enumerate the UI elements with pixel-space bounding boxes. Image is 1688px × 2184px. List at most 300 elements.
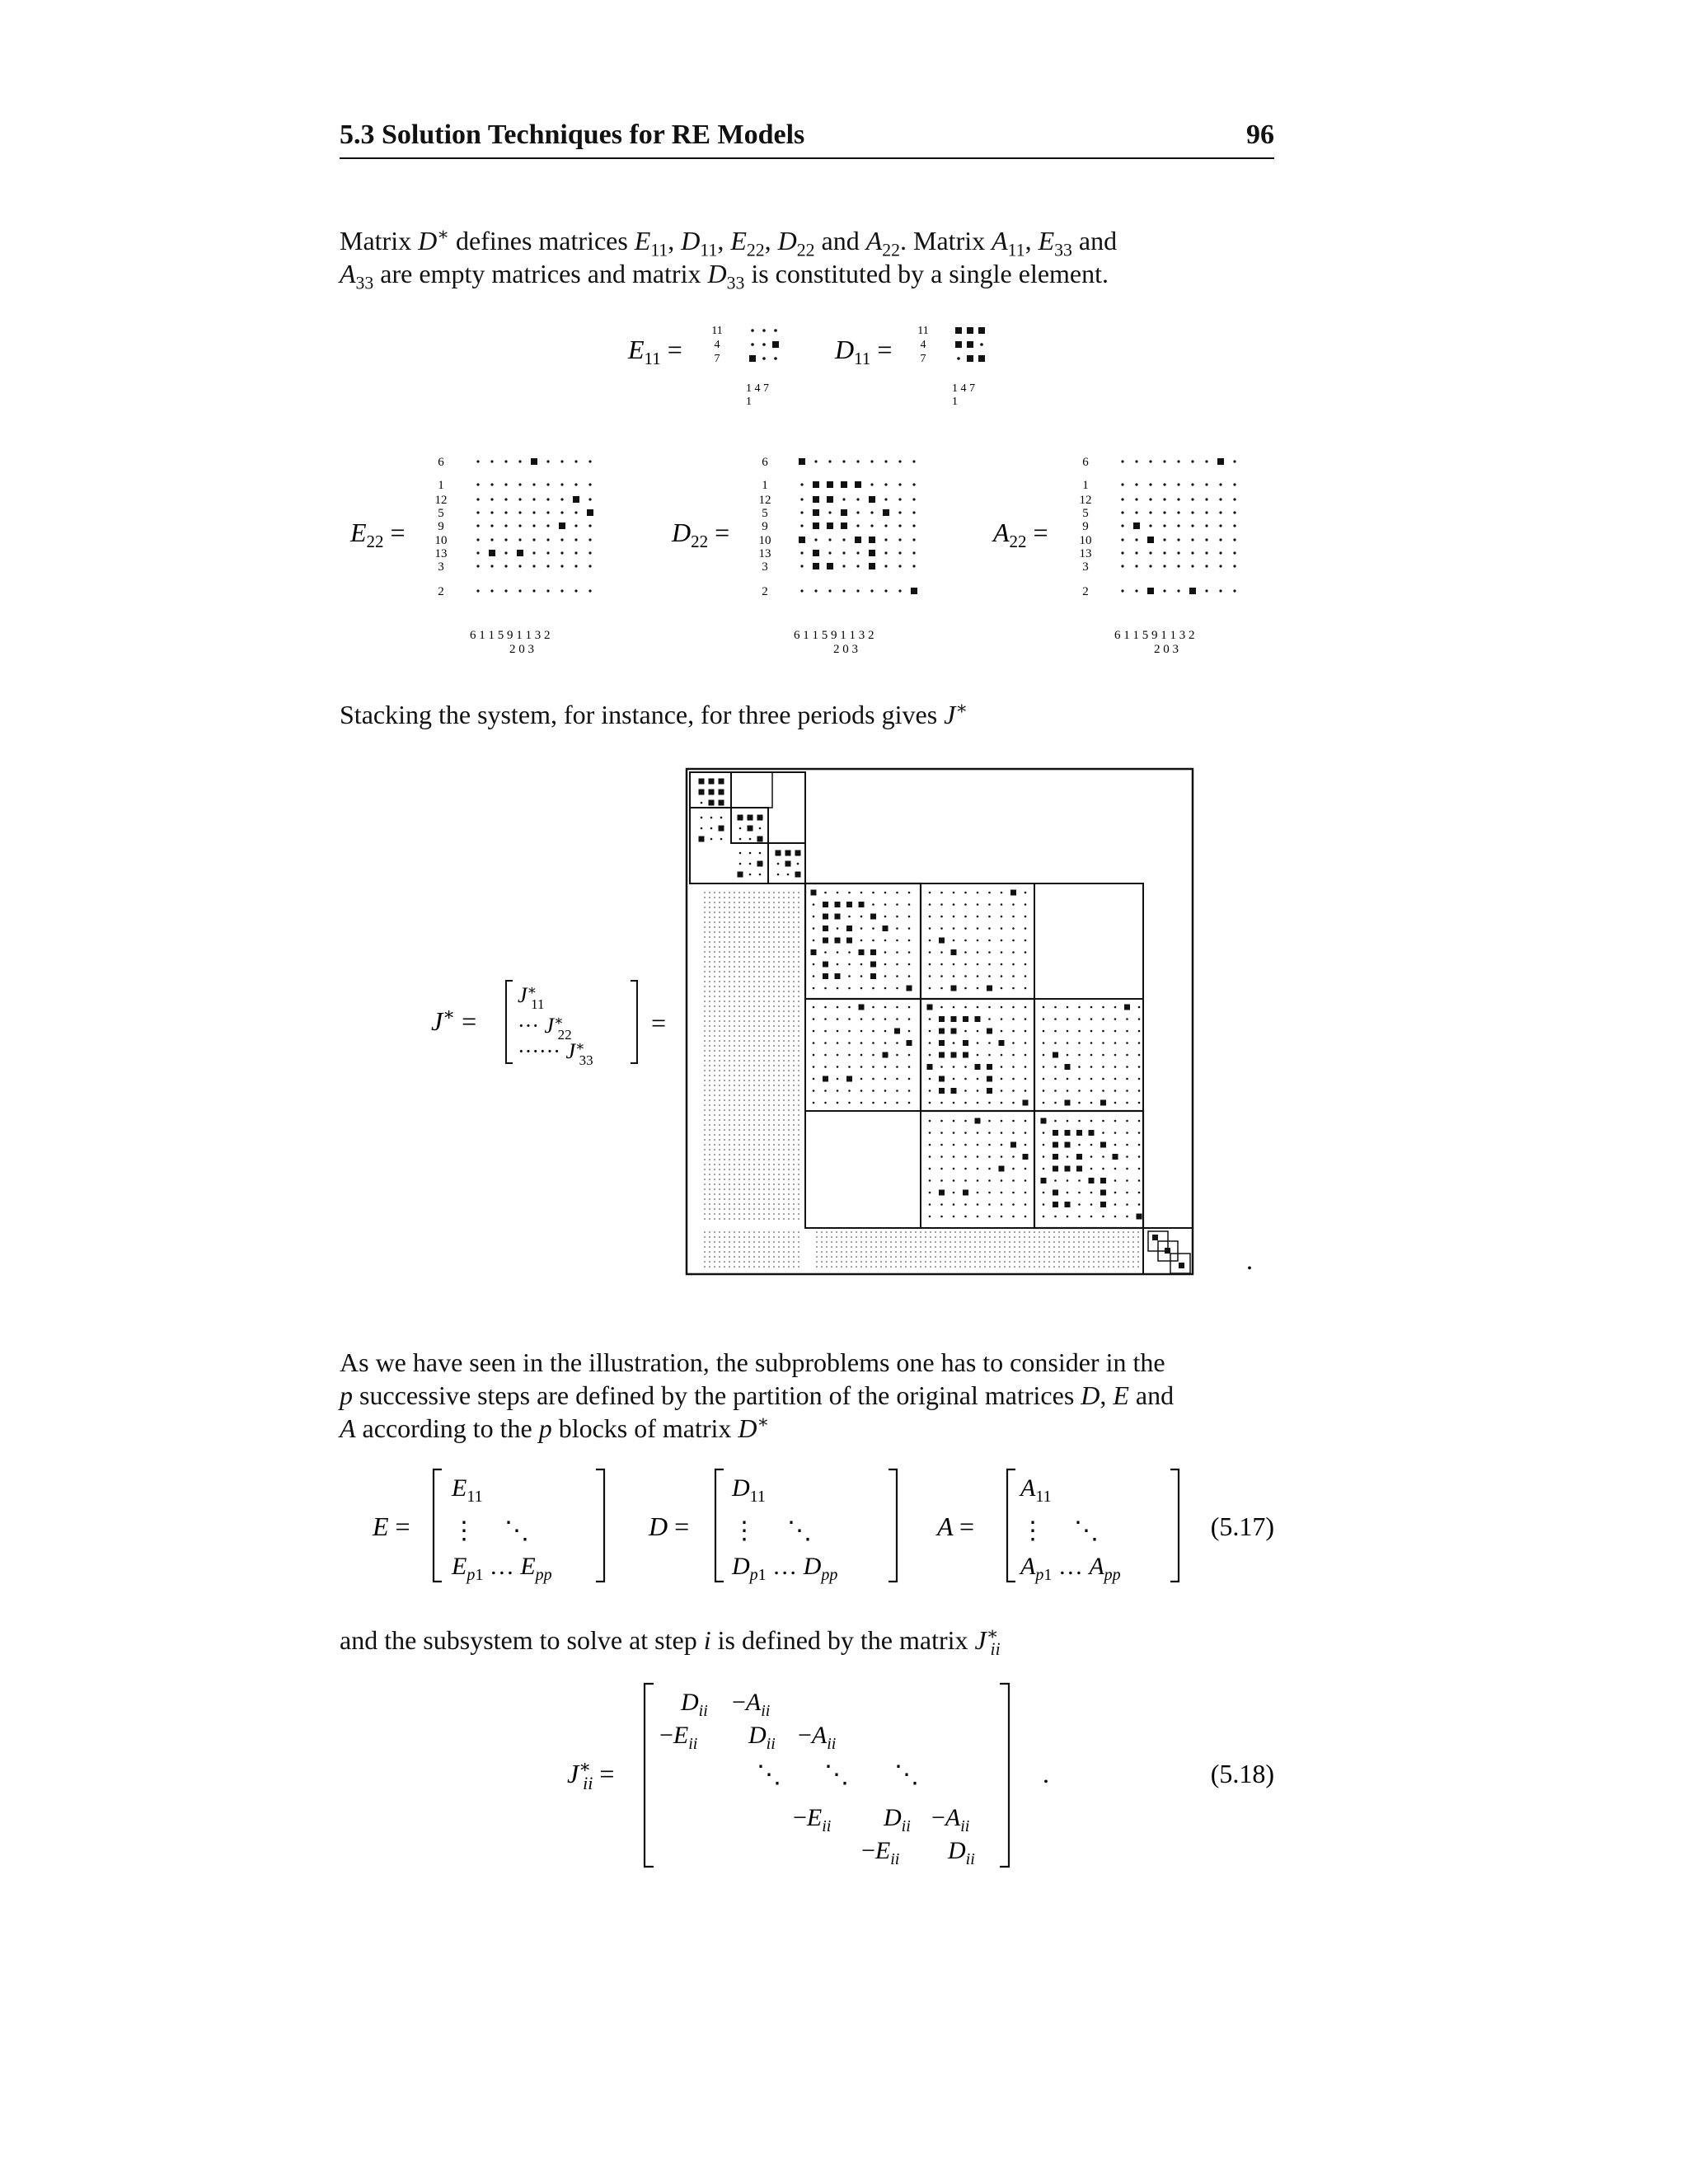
zero-entry [896,916,898,918]
stipple [714,1159,715,1160]
stipple [915,1266,917,1268]
stipple [753,1040,755,1042]
stipple [724,907,725,908]
stipple [1068,1256,1070,1258]
stipple [788,966,790,968]
zero-entry [929,1155,931,1158]
zero-entry [929,975,931,977]
stipple [734,1261,735,1263]
stipple [773,897,775,898]
stipple [758,926,760,928]
zero-entry [860,1102,863,1104]
stipple [758,1129,760,1131]
stipple [788,996,790,997]
stipple [729,931,730,933]
stipple [709,1241,710,1243]
zero-entry [940,916,943,918]
stipple [841,1256,842,1258]
stipple [704,1114,706,1116]
stipple [793,961,795,963]
stipple [954,1256,956,1258]
stipple [753,912,755,913]
stipple [798,1080,799,1081]
stipple [758,1154,760,1155]
stipple [1009,1236,1010,1238]
zero-entry [1054,1102,1057,1104]
stipple [763,1001,765,1002]
stipple [753,1045,755,1047]
zero-entry [813,975,815,977]
stipple [773,946,775,948]
stipple [748,921,750,923]
stipple [1123,1236,1124,1238]
stipple [714,1193,715,1195]
stipple [798,1169,799,1170]
stipple [758,1085,760,1086]
zero-entry [964,1006,967,1009]
stipple [719,1256,720,1258]
stipple [783,1094,785,1096]
stipple [1083,1236,1085,1238]
stipple [793,1025,795,1027]
stipple [793,1030,795,1032]
stipple [821,1261,823,1263]
stipple [865,1256,867,1258]
stipple [950,1241,951,1243]
stipple [768,1104,770,1106]
stipple [724,1139,725,1141]
stipple [758,1231,760,1233]
stipple [763,1030,765,1032]
stipple [709,991,710,992]
zero-entry [1025,892,1027,894]
section-title: 5.3 Solution Techniques for RE Models [340,120,805,150]
stipple [758,991,760,992]
nonzero-entry [811,949,817,955]
stipple [984,1246,986,1248]
stipple [1043,1261,1045,1263]
nonzero-entry [823,962,828,968]
stipple [768,1179,770,1180]
stipple [704,1169,706,1170]
zero-entry [1078,1216,1081,1218]
stipple [870,1261,872,1263]
stipple [743,907,745,908]
zero-entry [884,987,887,990]
stipple [758,976,760,977]
zero-entry [1102,1006,1104,1009]
stipple [778,907,780,908]
zero-entry [813,1006,815,1009]
zero-entry [908,951,911,954]
stipple [768,956,770,958]
stipple [753,1174,755,1175]
stipple [753,902,755,903]
stipple [719,1183,720,1185]
stipple [954,1231,956,1233]
stipple [768,1005,770,1007]
stipple [734,981,735,982]
stipple [763,1198,765,1200]
zero-entry [1025,1054,1027,1057]
stipple [758,1251,760,1253]
stipple [880,1241,882,1243]
zero-entry [813,1018,815,1020]
stipple [788,1045,790,1047]
stipple [1113,1251,1114,1253]
zero-entry [739,852,742,855]
stipple [714,966,715,968]
stipple [788,1159,790,1160]
stipple [1048,1266,1050,1268]
zero-entry [837,963,839,966]
zero-entry [1078,1179,1081,1182]
stipple [714,941,715,943]
stipple [778,1241,780,1243]
stipple [910,1236,912,1238]
stipple [783,1124,785,1126]
stipple [793,1119,795,1121]
zero-entry [1114,1006,1117,1009]
stipple [748,1266,750,1268]
stipple [748,1183,750,1185]
stipple [729,1266,730,1268]
stipple [1078,1256,1080,1258]
stipple [1063,1261,1065,1263]
stipple [798,1231,799,1233]
stipple [753,1203,755,1205]
stipple [979,1261,981,1263]
stipple [729,936,730,938]
stipple [1058,1236,1060,1238]
stipple [734,936,735,938]
stipple [798,1149,799,1151]
stipple [753,1134,755,1136]
stipple [753,907,755,908]
stipple [714,1203,715,1205]
stipple [738,1085,740,1086]
nonzero-entry [709,790,715,795]
zero-entry [1126,1120,1128,1122]
stipple [743,1213,745,1215]
nonzero-entry [823,914,828,920]
stipple [793,1174,795,1175]
stipple [729,1154,730,1155]
zero-entry [953,940,955,942]
stipple [798,1085,799,1086]
stipple [768,1129,770,1131]
stipple [895,1236,897,1238]
stipple [743,1085,745,1086]
zero-entry [964,1066,967,1068]
stipple [763,1174,765,1175]
nonzero-entry [907,986,912,991]
zero-entry [1054,1179,1057,1182]
stipple [714,1099,715,1101]
stipple [709,956,710,958]
nonzero-entry [1053,1202,1058,1207]
stipple [709,1154,710,1155]
stipple [989,1256,991,1258]
stipple [773,926,775,928]
stipple [935,1246,936,1248]
stipple [778,1035,780,1037]
nonzero-entry [823,973,828,979]
stipple [979,1236,981,1238]
stipple [748,907,750,908]
stipple [773,1094,775,1096]
stipple [798,1119,799,1121]
zero-entry [759,852,762,855]
zero-entry [977,1168,979,1170]
stipple [1108,1231,1109,1233]
stipple [793,912,795,913]
zero-entry [1043,1192,1045,1194]
stipple [1108,1256,1109,1258]
stipple [773,1129,775,1131]
zero-entry [908,1006,911,1009]
stipple [719,921,720,923]
stipple [714,946,715,948]
stipple [1098,1251,1100,1253]
equals-sign: = [651,1008,667,1038]
stipple [758,1246,760,1248]
stipple [788,1075,790,1076]
stipple [798,1183,799,1185]
nonzero-entry [963,1190,968,1196]
stipple [734,1149,735,1151]
zero-entry [813,1030,815,1033]
stipple [900,1251,902,1253]
stipple [724,1261,725,1263]
stipple [798,902,799,903]
stipple [1083,1246,1085,1248]
svg-text:−Aii: $-A_{ii}$ [798,1722,837,1753]
zero-entry [1043,1066,1045,1068]
zero-entry [1067,1078,1069,1080]
stipple [758,907,760,908]
stipple [798,1208,799,1210]
stipple [743,1010,745,1012]
stipple [920,1261,921,1263]
row-label: 3 [762,560,768,574]
stipple [788,956,790,958]
zero-entry [1012,1006,1015,1009]
stipple [724,1070,725,1071]
stipple [994,1231,996,1233]
stipple [763,1213,765,1215]
stipple [738,1020,740,1022]
stipple [788,931,790,933]
nonzero-entry [1053,1130,1058,1136]
zero-entry [988,975,991,977]
stipple [743,1005,745,1007]
stipple [734,921,735,923]
stipple [738,1149,740,1151]
stipple [729,1114,730,1116]
stipple [793,1159,795,1160]
zero-entry [824,1054,827,1057]
stipple [743,1241,745,1243]
stipple [743,971,745,972]
zero-entry [1001,1006,1003,1009]
stipple [856,1261,857,1263]
stipple [719,1099,720,1101]
stipple [704,1144,706,1146]
stipple [798,986,799,987]
stipple [1004,1251,1006,1253]
stipple [709,1124,710,1126]
stipple [758,966,760,968]
zero-entry [1012,1066,1015,1068]
stipple [773,1266,775,1268]
stipple [758,951,760,953]
zero-entry [908,1090,911,1092]
stipple [758,1099,760,1101]
stipple [709,907,710,908]
stipple [1123,1231,1124,1233]
stipple [773,996,775,997]
stipple [714,1124,715,1126]
stipple [719,1104,720,1106]
stipple [798,1246,799,1248]
stipple [793,966,795,968]
zero-entry [1054,1042,1057,1044]
stipple [704,1030,706,1032]
stipple [743,1050,745,1052]
stipple [778,897,780,898]
stipple [724,892,725,893]
stipple [969,1246,971,1248]
zero-entry [749,852,752,855]
stipple [714,931,715,933]
stipple [743,1203,745,1205]
zero-entry [1043,1090,1045,1092]
stipple [1063,1231,1065,1233]
stipple [793,1045,795,1047]
stipple [979,1251,981,1253]
zero-entry [1012,1132,1015,1134]
stipple [1029,1256,1030,1258]
matrix-D-partition [648,1469,897,1584]
zero-entry [940,951,943,954]
stipple [734,1040,735,1042]
stipple [959,1261,961,1263]
stipple [788,1025,790,1027]
stipple [798,1045,799,1047]
stipple [1019,1251,1020,1253]
stipple [950,1261,951,1263]
zero-entry [977,1042,979,1044]
stipple [773,912,775,913]
stipple [773,966,775,968]
stipple [704,1045,706,1047]
stipple [704,1055,706,1057]
stipple [783,981,785,982]
stipple [793,936,795,938]
zero-entry [977,1132,979,1134]
stipple [724,1001,725,1002]
stipple [816,1256,818,1258]
stipple [743,1193,745,1195]
nonzero-entry [1010,890,1016,896]
zero-entry [1001,1102,1003,1104]
stipple [748,1040,750,1042]
stipple [1078,1251,1080,1253]
stipple [920,1241,921,1243]
stipple [798,1020,799,1022]
stipple [821,1236,823,1238]
stipple [1123,1251,1124,1253]
stipple [729,966,730,968]
stipple [974,1266,976,1268]
stipple [994,1246,996,1248]
zero-entry [720,817,723,819]
nonzero-entry [1010,1142,1016,1148]
paragraph-line: $A_{33}$ are empty matrices and matrix $D_{33}$ is constituted by a single element. [340,259,1109,293]
stipple [704,1149,706,1151]
stipple [773,1261,775,1263]
stipple [783,1251,785,1253]
stipple [714,996,715,997]
stipple [724,916,725,918]
stipple [709,1218,710,1220]
stipple [753,941,755,943]
zero-entry [1001,1120,1003,1122]
zero-entry [1001,1066,1003,1068]
stipple [734,1124,735,1126]
stipple [778,956,780,958]
stipple [748,1198,750,1200]
zero-entry [964,1090,967,1092]
zero-entry [1012,1192,1015,1194]
nonzero-entry [1179,1263,1184,1268]
stipple [964,1231,966,1233]
stipple [704,976,706,977]
stipple [748,1050,750,1052]
stipple [763,1231,765,1233]
stipple [709,1040,710,1042]
stipple [788,1001,790,1002]
stipple [856,1251,857,1253]
stipple [734,961,735,963]
stipple [793,1124,795,1126]
zero-entry [837,927,839,930]
stipple [729,1015,730,1017]
stipple [704,1094,706,1096]
stipple [743,951,745,953]
stipple [954,1251,956,1253]
stipple [1078,1246,1080,1248]
stipple [748,1231,750,1233]
stipple [734,1119,735,1121]
stipple [753,1139,755,1141]
stipple [719,996,720,997]
stipple [753,1005,755,1007]
zero-entry [977,903,979,906]
stipple [1039,1231,1040,1233]
stipple [748,1104,750,1106]
stipple [778,1164,780,1165]
zero-entry [872,1042,874,1044]
stipple [719,1241,720,1243]
stipple [724,1208,725,1210]
stipple [778,971,780,972]
nonzero-entry [1065,1142,1071,1148]
stipple [743,961,745,963]
stipple [704,1015,706,1017]
stipple [763,1183,765,1185]
